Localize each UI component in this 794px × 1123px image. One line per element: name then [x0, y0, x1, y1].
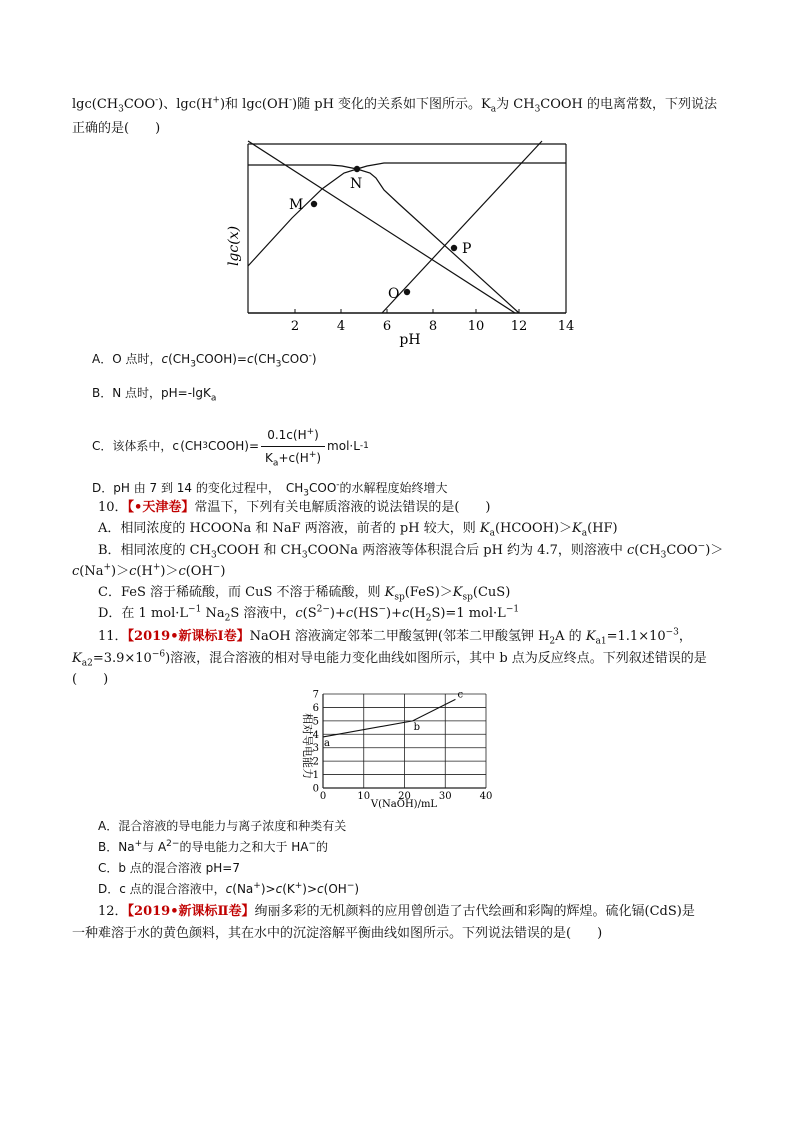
q9-option-b: B．N 点时，pH=-lgK$_a$ — [92, 386, 217, 404]
point-o-label: O — [388, 286, 400, 302]
q12-stem-line2: 一种难溶于水的黄色颜料，其在水中的沉淀溶解平衡曲线如图所示。下列说法错误的是( ) — [72, 926, 603, 941]
q11-option-b: B．Na+与 $A^{2-}$的导电能力之和大于 HA−的 — [98, 839, 329, 854]
q10-stem: 10．【•天津卷】常温下，下列有关电解质溶液的说法错误的是( ) — [98, 500, 491, 515]
q9-option-d: D．pH 由 7 到 14 的变化过程中， $CH_3COO^-$的水解程度始终增大 — [92, 480, 448, 499]
oh-ion-line — [382, 141, 542, 313]
y-tick-label-7: 7 — [312, 689, 319, 701]
q9-option-c: C．该体系中，c (CH 3 COOH)= $\frac{0.1c(H^+)}{K_a+c(H^+)}$ mol·L -1 — [92, 426, 369, 468]
y-tick-label-6: 6 — [312, 702, 319, 714]
y-tick-label-2: 2 — [312, 756, 319, 768]
chart-x-axis-label: V(NaOH)/mL — [370, 799, 438, 810]
conductivity-curve — [323, 699, 455, 737]
q11-stem-line1: 11．【2019•新课标Ⅰ卷】NaOH 溶液滴定邻苯二甲酸氢钾(邻苯二甲酸氢钾 $H_2A$ 的 $K_{a1}=1.1\times 10^{-3}$， — [98, 627, 692, 647]
x-tick-12: 12 — [510, 319, 528, 334]
y-tick-label-5: 5 — [312, 716, 319, 728]
point-n-label: N — [350, 176, 363, 192]
y-axis-label: lgc(x) — [226, 225, 242, 267]
x-axis-label: pH — [399, 332, 421, 348]
q11-stem-line2: $K_{a2}=3.9\times 10^{-6}$)溶液，混合溶液的相对导电能力变化曲线如图所示，其中 b 点为反应终点。下列叙述错误的是 — [72, 649, 707, 669]
x-tick-2: 2 — [290, 319, 300, 334]
point-p-dot — [451, 245, 457, 251]
y-tick-label-0: 0 — [312, 783, 319, 795]
point-p-label: P — [462, 241, 472, 257]
x-tick-label-20: 20 — [398, 791, 411, 802]
ch3cooh-curve — [248, 163, 566, 266]
x-tick-10: 10 — [467, 319, 485, 334]
x-tick-label-10: 10 — [357, 791, 371, 802]
q11-option-a: A．混合溶液的导电能力与离子浓度和种类有关 — [98, 819, 347, 833]
x-tick-8: 8 — [428, 319, 438, 334]
q10-option-c: C．FeS 溶于稀硫酸，而 CuS 不溶于稀硫酸，则 $K_{sp}(FeS)>K_{sp}(CuS)$ — [98, 585, 511, 603]
x-tick-label-40: 40 — [479, 791, 493, 802]
q9-lgc-ph-graph — [222, 138, 582, 348]
q11-stem-line3: ( ) — [72, 672, 109, 687]
q9-option-c-fraction: $\frac{0.1c(H^+)}{K_a+c(H^+)}$ — [261, 426, 325, 467]
point-m-label: M — [289, 197, 304, 213]
q9-stem-line2: 正确的是( ) — [72, 121, 161, 136]
q11-conductivity-chart — [296, 688, 496, 810]
point-label-a: a — [324, 737, 330, 749]
x-tick-label-0: 0 — [319, 791, 327, 802]
chart-grid — [313, 690, 493, 803]
q11-option-c: C．b 点的混合溶液 pH=7 — [98, 861, 240, 875]
q10-option-d: D．在 1 $mol\cdot L^{-1}$ $Na_2S$ 溶液中，$c(S^{2-})+c(HS^-)+c(H_2S)=1$ $mol\cdot L^{-1}$ — [98, 604, 520, 624]
y-tick-label-3: 3 — [312, 743, 319, 755]
h-ion-line — [248, 141, 515, 313]
chart-marks — [323, 689, 463, 749]
point-label-c: c — [457, 689, 464, 701]
x-tick-14: 14 — [557, 319, 575, 334]
point-o-dot — [404, 289, 410, 295]
point-m-dot — [311, 201, 317, 207]
y-tick-label-1: 1 — [312, 770, 319, 782]
q10-option-a: A．相同浓度的 HCOONa 和 NaF 两溶液，前者的 pH 较大，则 $K_a(HCOOH)>K_a(HF)$ — [98, 521, 618, 539]
y-tick-label-4: 4 — [312, 729, 319, 741]
q12-stem-line1: 12．【2019•新课标Ⅱ卷】绚丽多彩的无机颜料的应用曾创造了古代绘画和彩陶的辉煌。硫化镉(CdS)是 — [98, 904, 695, 919]
q10-option-b-line1: B．相同浓度的 $CH_3COOH$ 和 $CH_3COONa$ 两溶液等体积混合后 pH 约为 4.7，则溶液中 $c(CH_3COO^-)>$ — [98, 541, 724, 561]
ch3coo-curve — [248, 165, 519, 313]
chart-y-axis-label: 相对导电能力 — [301, 713, 314, 779]
point-label-b: b — [413, 721, 421, 733]
q9-stem-line1: $\lg c(CH_3COO^-)$、lgc(H+)和 lgc(OH-)随 pH 变化的关系如下图所示。$K_a$为 $CH_3COOH$ 的电离常数，下列说法 — [72, 95, 718, 115]
q11-option-d: D．c 点的混合溶液中，c(Na+)>c(K+)>c(OH−) — [98, 881, 360, 896]
x-tick-6: 6 — [382, 319, 392, 334]
x-tick-label-30: 30 — [438, 791, 452, 802]
point-n-dot — [354, 166, 360, 172]
x-tick-4: 4 — [336, 319, 346, 334]
q10-option-b-line2: c(Na+)＞c(H+)＞c(OH−) — [72, 562, 226, 579]
q9-option-a: A．O 点时，$c(CH_3COOH)=c(CH_3COO^-)$ — [92, 351, 317, 370]
